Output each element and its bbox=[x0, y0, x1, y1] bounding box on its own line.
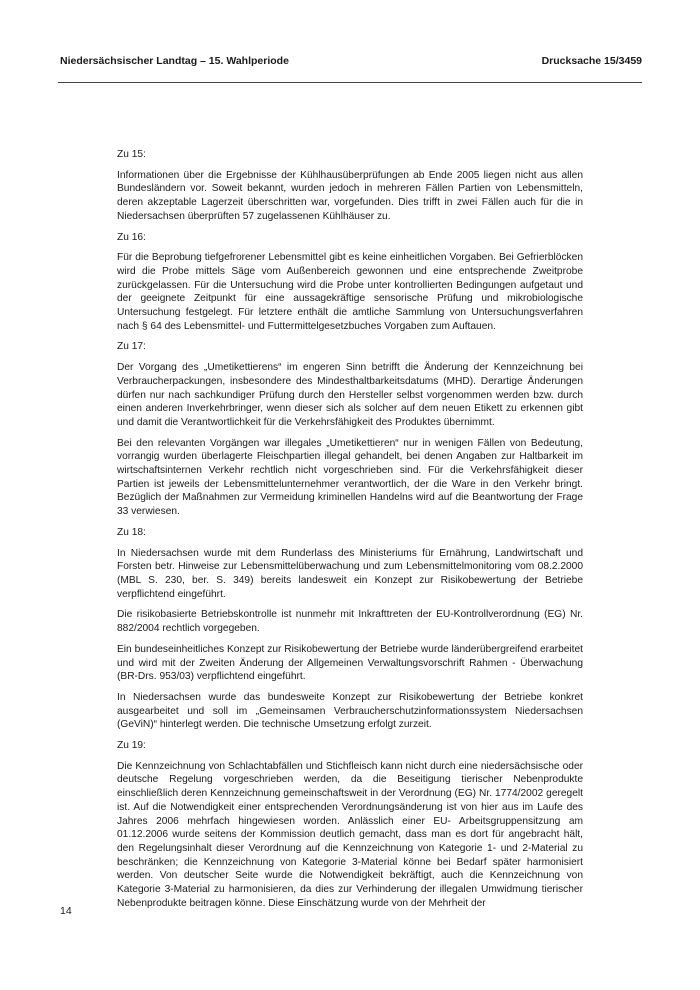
paragraph: Informationen über die Ergebnisse der Kühlhausüberprüfungen ab Ende 2005 liegen nicht aus allen Bundesländern vor. Soweit bekannt, wurden jedoch in mehreren Fällen Partien von Lebensmitteln, deren akzeptable Lagerzeit überschritten war, vorgefunden. Dies trifft in zwei Fällen auch für die in Niedersachsen überprüften 57 zugelassenen Kühlhäuser zu. bbox=[117, 169, 583, 222]
document-number: Drucksache 15/3459 bbox=[541, 55, 642, 67]
paragraph: In Niedersachsen wurde das bundesweite Konzept zur Risikobewertung der Betriebe konkret ausgearbeitet und soll im „Gemeinsamen Verbraucherschutzinformationssystem Niedersachsen (GeViN)“ hinterlegt werden. Die technische Umsetzung erfolgt zurzeit. bbox=[117, 691, 583, 731]
section-heading: Zu 19: bbox=[117, 740, 146, 752]
paragraph: In Niedersachsen wurde mit dem Runderlass des Ministeriums für Ernährung, Landwirtschaft und Forsten betr. Hinweise zur Lebensmittelüberwachung und zum Lebensmittelmonitoring vom 08.2.2000 (MBL S. 230, ber. S. 349) bereits landesweit ein Konzept zur Risikobewertung der Betriebe verpflichtend eingeführt. bbox=[117, 547, 583, 600]
paragraph: Ein bundeseinheitliches Konzept zur Risikobewertung der Betriebe wurde länderübergreifend erarbeitet und wird mit der Zweiten Änderung der Allgemeinen Verwaltungsvorschrift Rahmen - Überwachung (BR-Drs. 953/03) verpflichtend eingeführt. bbox=[117, 643, 583, 683]
section-heading: Zu 16: bbox=[117, 231, 146, 243]
document-body bbox=[117, 148, 583, 917]
section-heading: Zu 17: bbox=[117, 341, 146, 353]
header-title: Niedersächsischer Landtag – 15. Wahlperiode bbox=[60, 55, 289, 67]
paragraph: Für die Beprobung tiefgefrorener Lebensmittel gibt es keine einheitlichen Vorgaben. Bei Gefrierblöcken wird die Probe mittels Säge vom Außenbereich gewonnen und eine entsprechende Zweitprobe zurückgelassen. Für die Untersuchung wird die Probe unter kontrollierten Bedingungen aufgetaut und der geeignete Zeitpunkt für eine aussagekräftige sensorische Prüfung und mikrobiologische Untersuchung festgelegt. Für letztere enthält die amtliche Sammlung von Untersuchungsverfahren nach § 64 des Lebensmittel- und Futtermittelgesetzbuches Vorgaben zum Auftauen. bbox=[117, 252, 583, 332]
page-number: 14 bbox=[60, 905, 72, 917]
paragraph: Die risikobasierte Betriebskontrolle ist nunmehr mit Inkrafttreten der EU-Kontrollverordnung (EG) Nr. 882/2004 rechtlich vorgegeben. bbox=[117, 609, 583, 635]
section-heading: Zu 15: bbox=[117, 149, 146, 160]
paragraph: Bei den relevanten Vorgängen war illegales „Umetikettieren“ nur in wenigen Fällen von Bedeutung, vorrangig wurden überlagerte Fleischpartien illegal gehandelt, bei denen Angaben zur Haltbarkeit im wirtschaftsinternen Verkehr rechtlich nicht vorgeschrieben sind. Für die Verkehrsfähigkeit dieser Partien ist jeweils der Lebensmittelunternehmer verantwortlich, der die Ware in den Verkehr bringt. Bezüglich der Maßnahmen zur Vermeidung kriminellen Handelns wird auf die Beantwortung der Frage 33 verwiesen. bbox=[117, 437, 583, 518]
paragraph: Der Vorgang des „Umetikettierens“ im engeren Sinn betrifft die Änderung der Kennzeichnung bei Verbraucherpackungen, insbesondere des Mindesthaltbarkeitsdatums (MHD). Derartige Änderungen dürfen nur nach sachkundiger Prüfung durch den Hersteller selbst vorgenommen werden bzw. durch einen anderen Inverkehrbringer, wenn dieser sich als solcher auf dem neuen Etikett zu erkennen gibt und damit die Verantwortlichkeit für die Verkehrsfähigkeit des Produktes übernimmt. bbox=[117, 362, 583, 428]
header-divider bbox=[58, 82, 642, 83]
paragraph: Die Kennzeichnung von Schlachtabfällen und Stichfleisch kann nicht durch eine niedersächsische oder deutsche Regelung vorgeschrieben werden, da die Beseitigung tierischer Nebenprodukte einschließlich deren Kennzeichnung gemeinschaftsweit in der Verordnung (EG) Nr. 1774/2002 geregelt ist. Auf die Notwendigkeit einer entsprechenden Verordnungsänderung ist von hier aus im Laufe des Jahres 2006 mehrfach hingewiesen worden. Anlässlich einer EU- Arbeitsgruppensitzung am 01.12.2006 wurde seitens der Kommission deutlich gemacht, dass man es dort für angebracht hält, den Regelungsinhalt dieser Verordnung auf die Kennzeichnung von Kategorie 1- und 2-Material zu beschränken; die Kennzeichnung von Kategorie 3-Material könne bei Bedarf später harmonisiert werden. Von deutscher Seite wurde die Notwendigkeit bekräftigt, auch die Kennzeichnung von Kategorie 3-Material zu harmonisieren, da dies zur Verhinderung der illegalen Umwidmung tierischer Nebenprodukte beitragen könne. Diese Einschätzung wurde von der Mehrheit der bbox=[117, 760, 583, 909]
section-heading: Zu 18: bbox=[117, 526, 146, 538]
